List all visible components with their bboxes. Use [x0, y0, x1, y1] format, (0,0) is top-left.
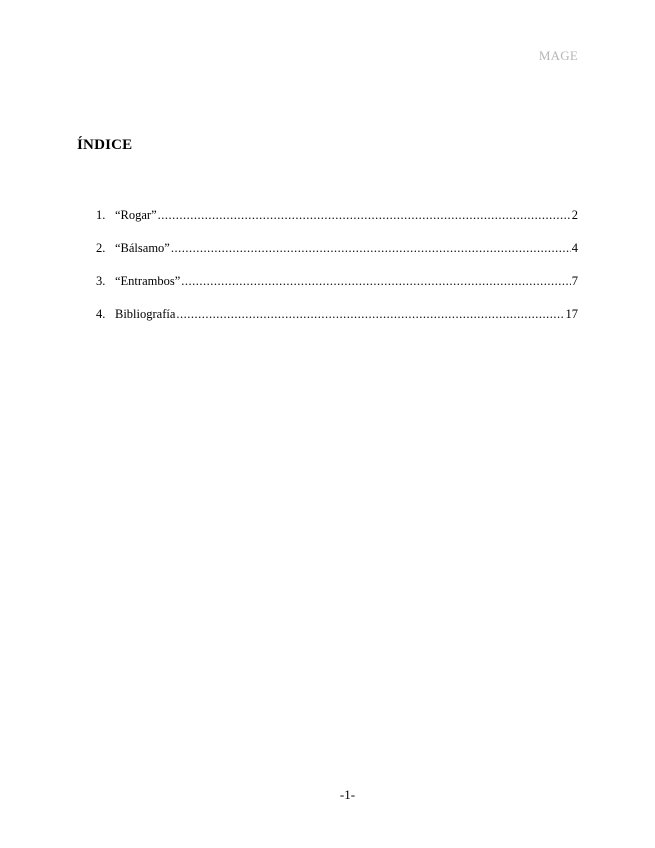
toc-entry-label: “Entrambos”	[115, 274, 181, 288]
toc-entry-number: 4.	[96, 307, 106, 321]
toc-entry-page: 17	[565, 307, 578, 321]
toc-entry-label: “Rogar”	[115, 208, 157, 222]
header-watermark: MAGE	[538, 48, 578, 63]
toc-entry-page: 4	[571, 241, 578, 255]
toc-title: ÍNDICE	[77, 137, 133, 153]
toc-entry-number: 2.	[96, 241, 106, 255]
toc-entry[interactable]	[96, 304, 578, 324]
toc-entry[interactable]	[96, 238, 578, 258]
toc-entry-label: “Bálsamo”	[115, 241, 170, 255]
footer-page-number: -1-	[339, 787, 356, 802]
toc-entry-label: Bibliografía	[115, 307, 176, 321]
toc-entry-number: 1.	[96, 208, 106, 222]
toc-entry-page: 2	[571, 208, 578, 222]
toc-dot-leader	[176, 304, 564, 324]
toc-dot-leader	[158, 205, 571, 225]
toc-entry-page: 7	[571, 274, 578, 288]
toc-dot-leader	[171, 238, 571, 258]
toc-list	[96, 205, 578, 337]
toc-entry-number: 3.	[96, 274, 106, 288]
toc-entry[interactable]	[96, 205, 578, 225]
toc-dot-leader	[181, 271, 570, 291]
toc-entry[interactable]	[96, 271, 578, 291]
